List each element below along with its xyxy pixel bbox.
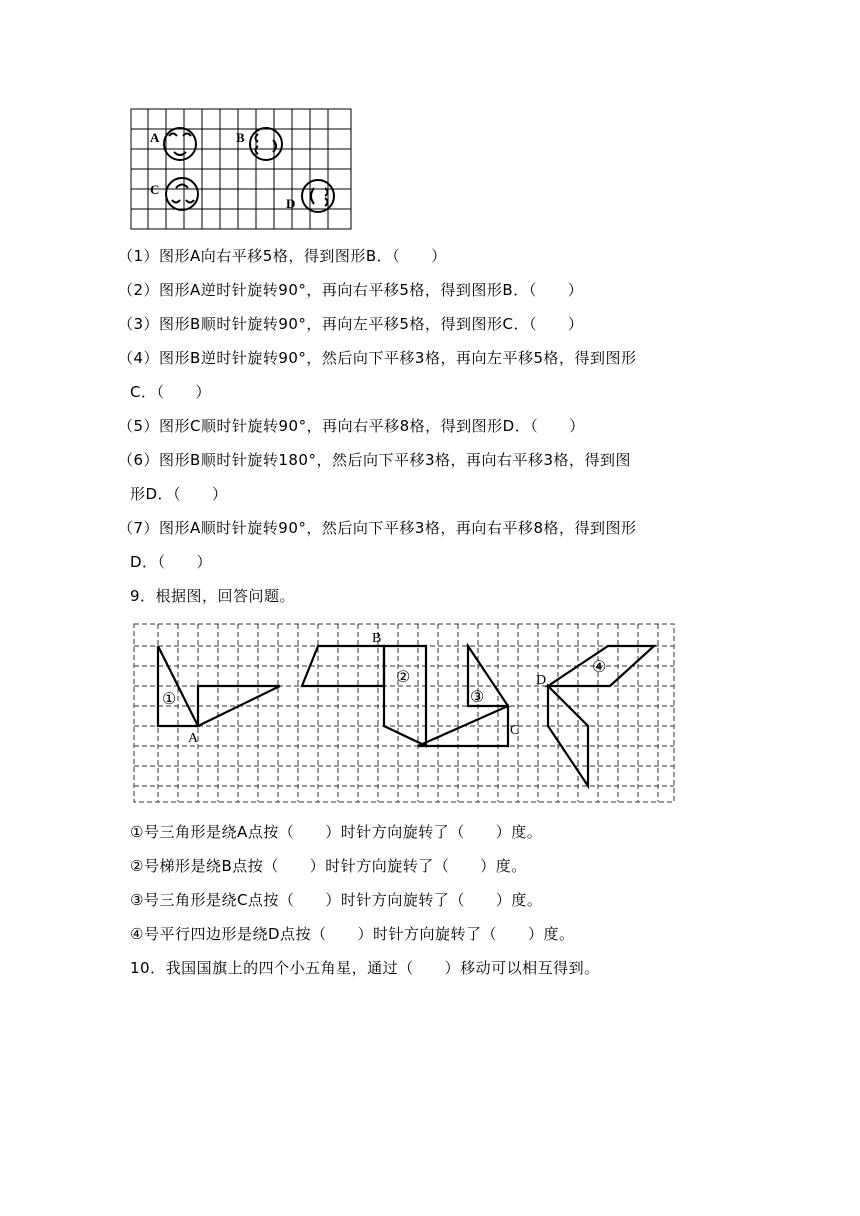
question-9-3: ③号三角形是绕C点按（ ）时针方向旋转了（ ）度。: [130, 891, 543, 909]
question-8-3: （3）图形B顺时针旋转90°，再向左平移5格，得到图形C．（ ）: [118, 315, 584, 333]
question-8-7: （7）图形A顺时针旋转90°，然后向下平移3格，再向右平移8格，得到图形: [118, 519, 637, 537]
shape-number-3: ③: [470, 689, 485, 706]
label-a: A: [150, 130, 160, 145]
face-d: [302, 180, 334, 212]
label-point-b: B: [372, 631, 382, 646]
label-point-a: A: [188, 731, 199, 746]
question-9-title: 9．根据图，回答问题。: [130, 587, 296, 605]
question-8-7-cont: D．（ ）: [130, 553, 213, 571]
question-9-4: ④号平行四边形是绕D点按（ ）时针方向旋转了（ ）度。: [130, 925, 575, 943]
question-10: 10．我国国旗上的四个小五角星，通过（ ）移动可以相互得到。: [130, 959, 600, 977]
trapezoid-2-rotated: [384, 646, 426, 746]
label-b: B: [236, 130, 245, 145]
label-c: C: [150, 182, 160, 197]
question-9-2: ②号梯形是绕B点按（ ）时针方向旋转了（ ）度。: [130, 857, 527, 875]
rotation-shapes-figure: [132, 622, 676, 806]
label-point-c: C: [510, 723, 520, 738]
question-8-4: （4）图形B逆时针旋转90°，然后向下平移3格，再向左平移5格，得到图形: [118, 349, 637, 367]
label-d: D: [286, 196, 296, 211]
shape-number-4: ④: [592, 659, 607, 676]
face-a: [164, 128, 196, 160]
rotation-grid-figure: [130, 108, 352, 230]
question-8-1: （1）图形A向右平移5格，得到图形B．（ ）: [118, 247, 447, 265]
dashed-grid: [134, 624, 674, 802]
question-8-6-cont: 形D．（ ）: [130, 485, 228, 503]
face-c: [166, 178, 198, 210]
question-9-1: ①号三角形是绕A点按（ ）时针方向旋转了（ ）度。: [130, 823, 543, 841]
face-b: [250, 128, 282, 160]
question-8-5: （5）图形C顺时针旋转90°，再向右平移8格，得到图形D．（ ）: [118, 417, 585, 435]
parallelogram-4-rotated: [548, 686, 588, 786]
question-8-4-cont: C．（ ）: [130, 383, 211, 401]
question-8-6: （6）图形B顺时针旋转180°，然后向下平移3格，再向右平移3格，得到图: [118, 451, 632, 469]
shape-number-1: ①: [162, 691, 177, 708]
label-point-d: D: [536, 673, 547, 688]
shape-number-2: ②: [396, 669, 411, 686]
question-8-2: （2）图形A逆时针旋转90°，再向右平移5格，得到图形B．（ ）: [118, 281, 584, 299]
